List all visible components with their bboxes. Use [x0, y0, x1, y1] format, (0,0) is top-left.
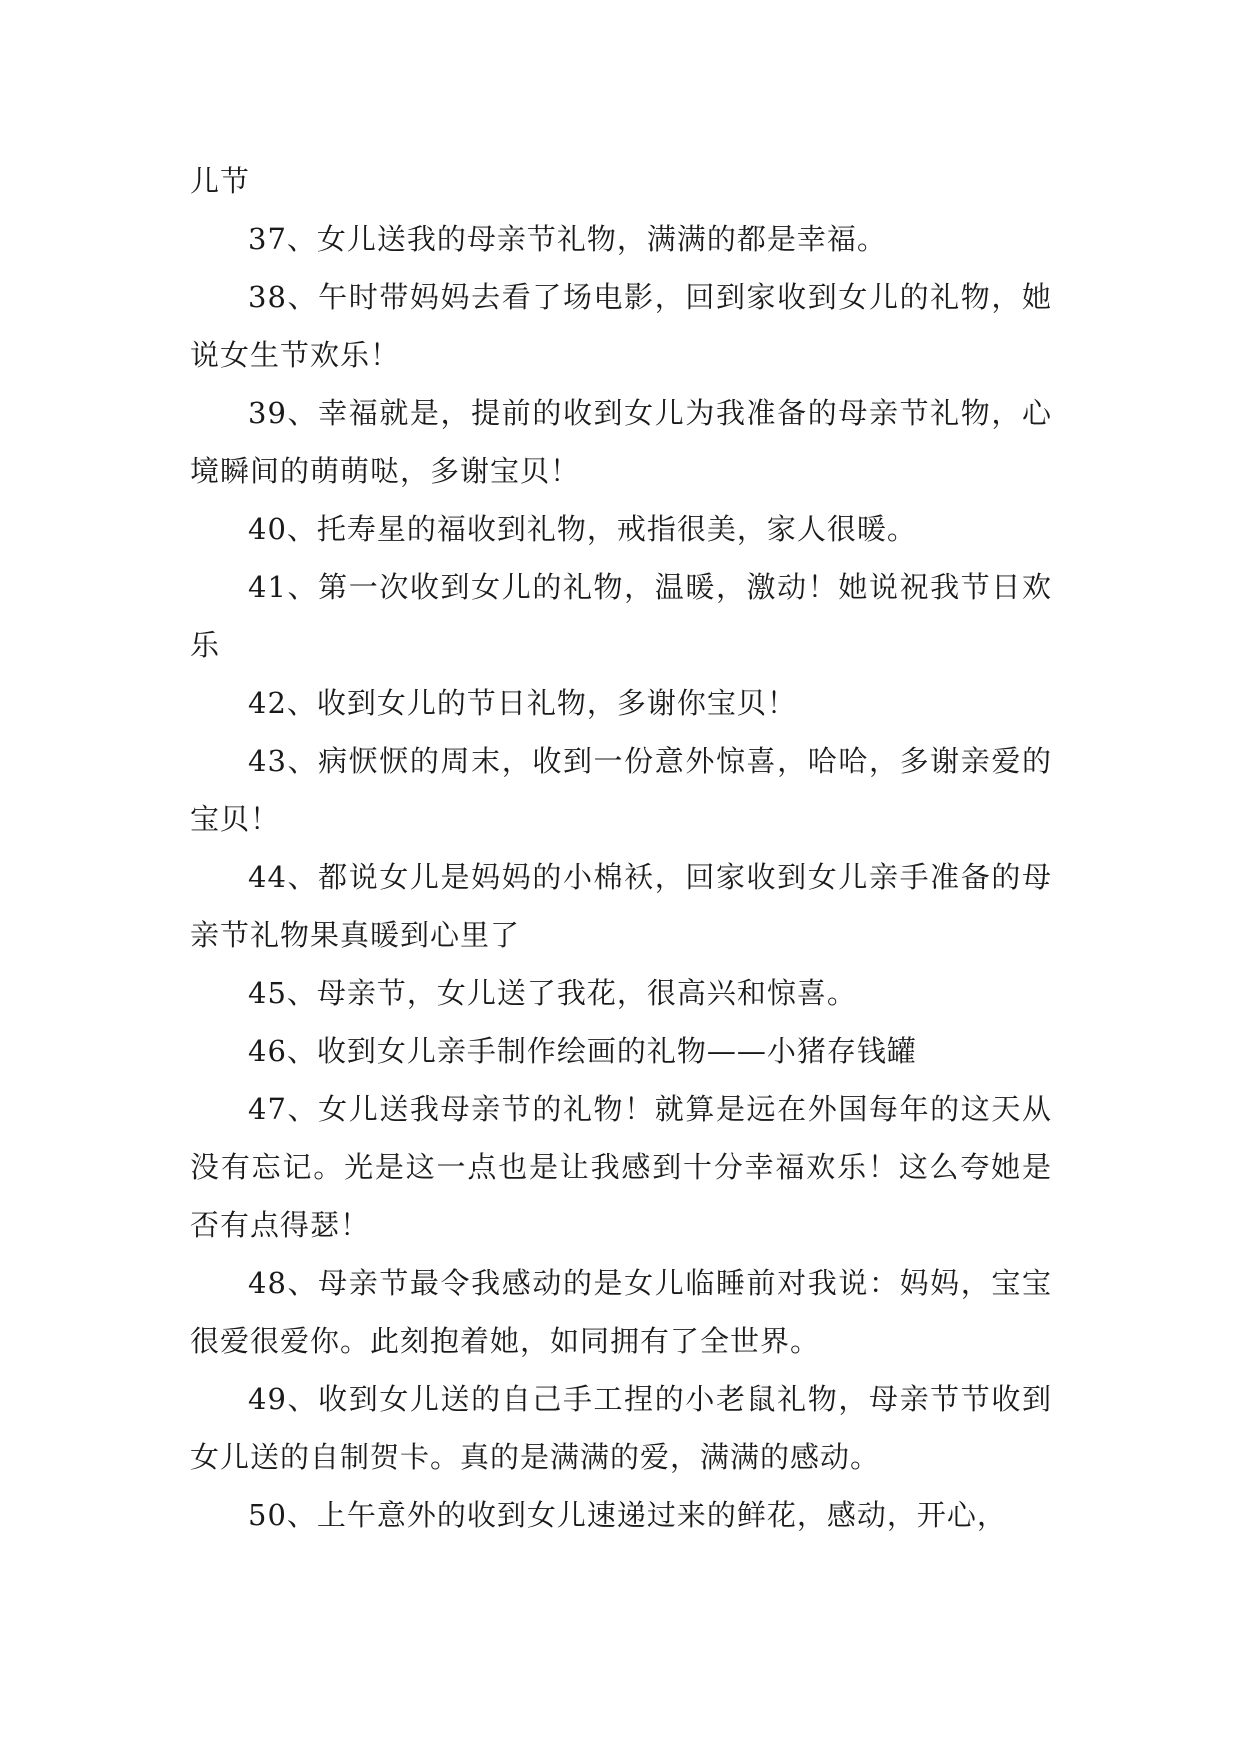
paragraph-item-44: 44、都说女儿是妈妈的小棉袄，回家收到女儿亲手准备的母亲节礼物果真暖到心里了: [190, 860, 1052, 952]
paragraph-item-46: 46、收到女儿亲手制作绘画的礼物——小猪存钱罐: [248, 1034, 917, 1068]
paragraph-item-48: 48、母亲节最令我感动的是女儿临睡前对我说：妈妈，宝宝很爱很爱你。此刻抱着她，如同拥有了全世界。: [190, 1266, 1052, 1358]
paragraph-continuation: 儿节: [190, 164, 251, 198]
paragraph-item-43: 43、病恹恹的周末，收到一份意外惊喜，哈哈，多谢亲爱的宝贝！: [190, 744, 1052, 836]
paragraph-item-45: 45、母亲节，女儿送了我花，很高兴和惊喜。: [248, 976, 857, 1010]
paragraph-item-41: 41、第一次收到女儿的礼物，温暖，激动！她说祝我节日欢乐: [190, 570, 1052, 662]
paragraph-item-37: 37、女儿送我的母亲节礼物，满满的都是幸福。: [248, 222, 887, 256]
paragraph-item-49: 49、收到女儿送的自己手工捏的小老鼠礼物，母亲节节收到女儿送的自制贺卡。真的是满满的爱，满满的感动。: [190, 1382, 1052, 1474]
paragraph-item-38: 38、午时带妈妈去看了场电影，回到家收到女儿的礼物，她说女生节欢乐！: [190, 280, 1052, 372]
paragraph-item-50: 50、上午意外的收到女儿速递过来的鲜花，感动，开心，: [248, 1498, 1007, 1532]
paragraph-item-47: 47、女儿送我母亲节的礼物！就算是远在外国每年的这天从没有忘记。光是这一点也是让我感到十分幸福欢乐！这么夸她是否有点得瑟！: [190, 1092, 1052, 1242]
document-body: [190, 152, 1052, 1544]
paragraph-item-42: 42、收到女儿的节日礼物，多谢你宝贝！: [248, 686, 797, 720]
paragraph-item-40: 40、托寿星的福收到礼物，戒指很美，家人很暖。: [248, 512, 917, 546]
paragraph-item-39: 39、幸福就是，提前的收到女儿为我准备的母亲节礼物，心境瞬间的萌萌哒，多谢宝贝！: [190, 396, 1052, 488]
